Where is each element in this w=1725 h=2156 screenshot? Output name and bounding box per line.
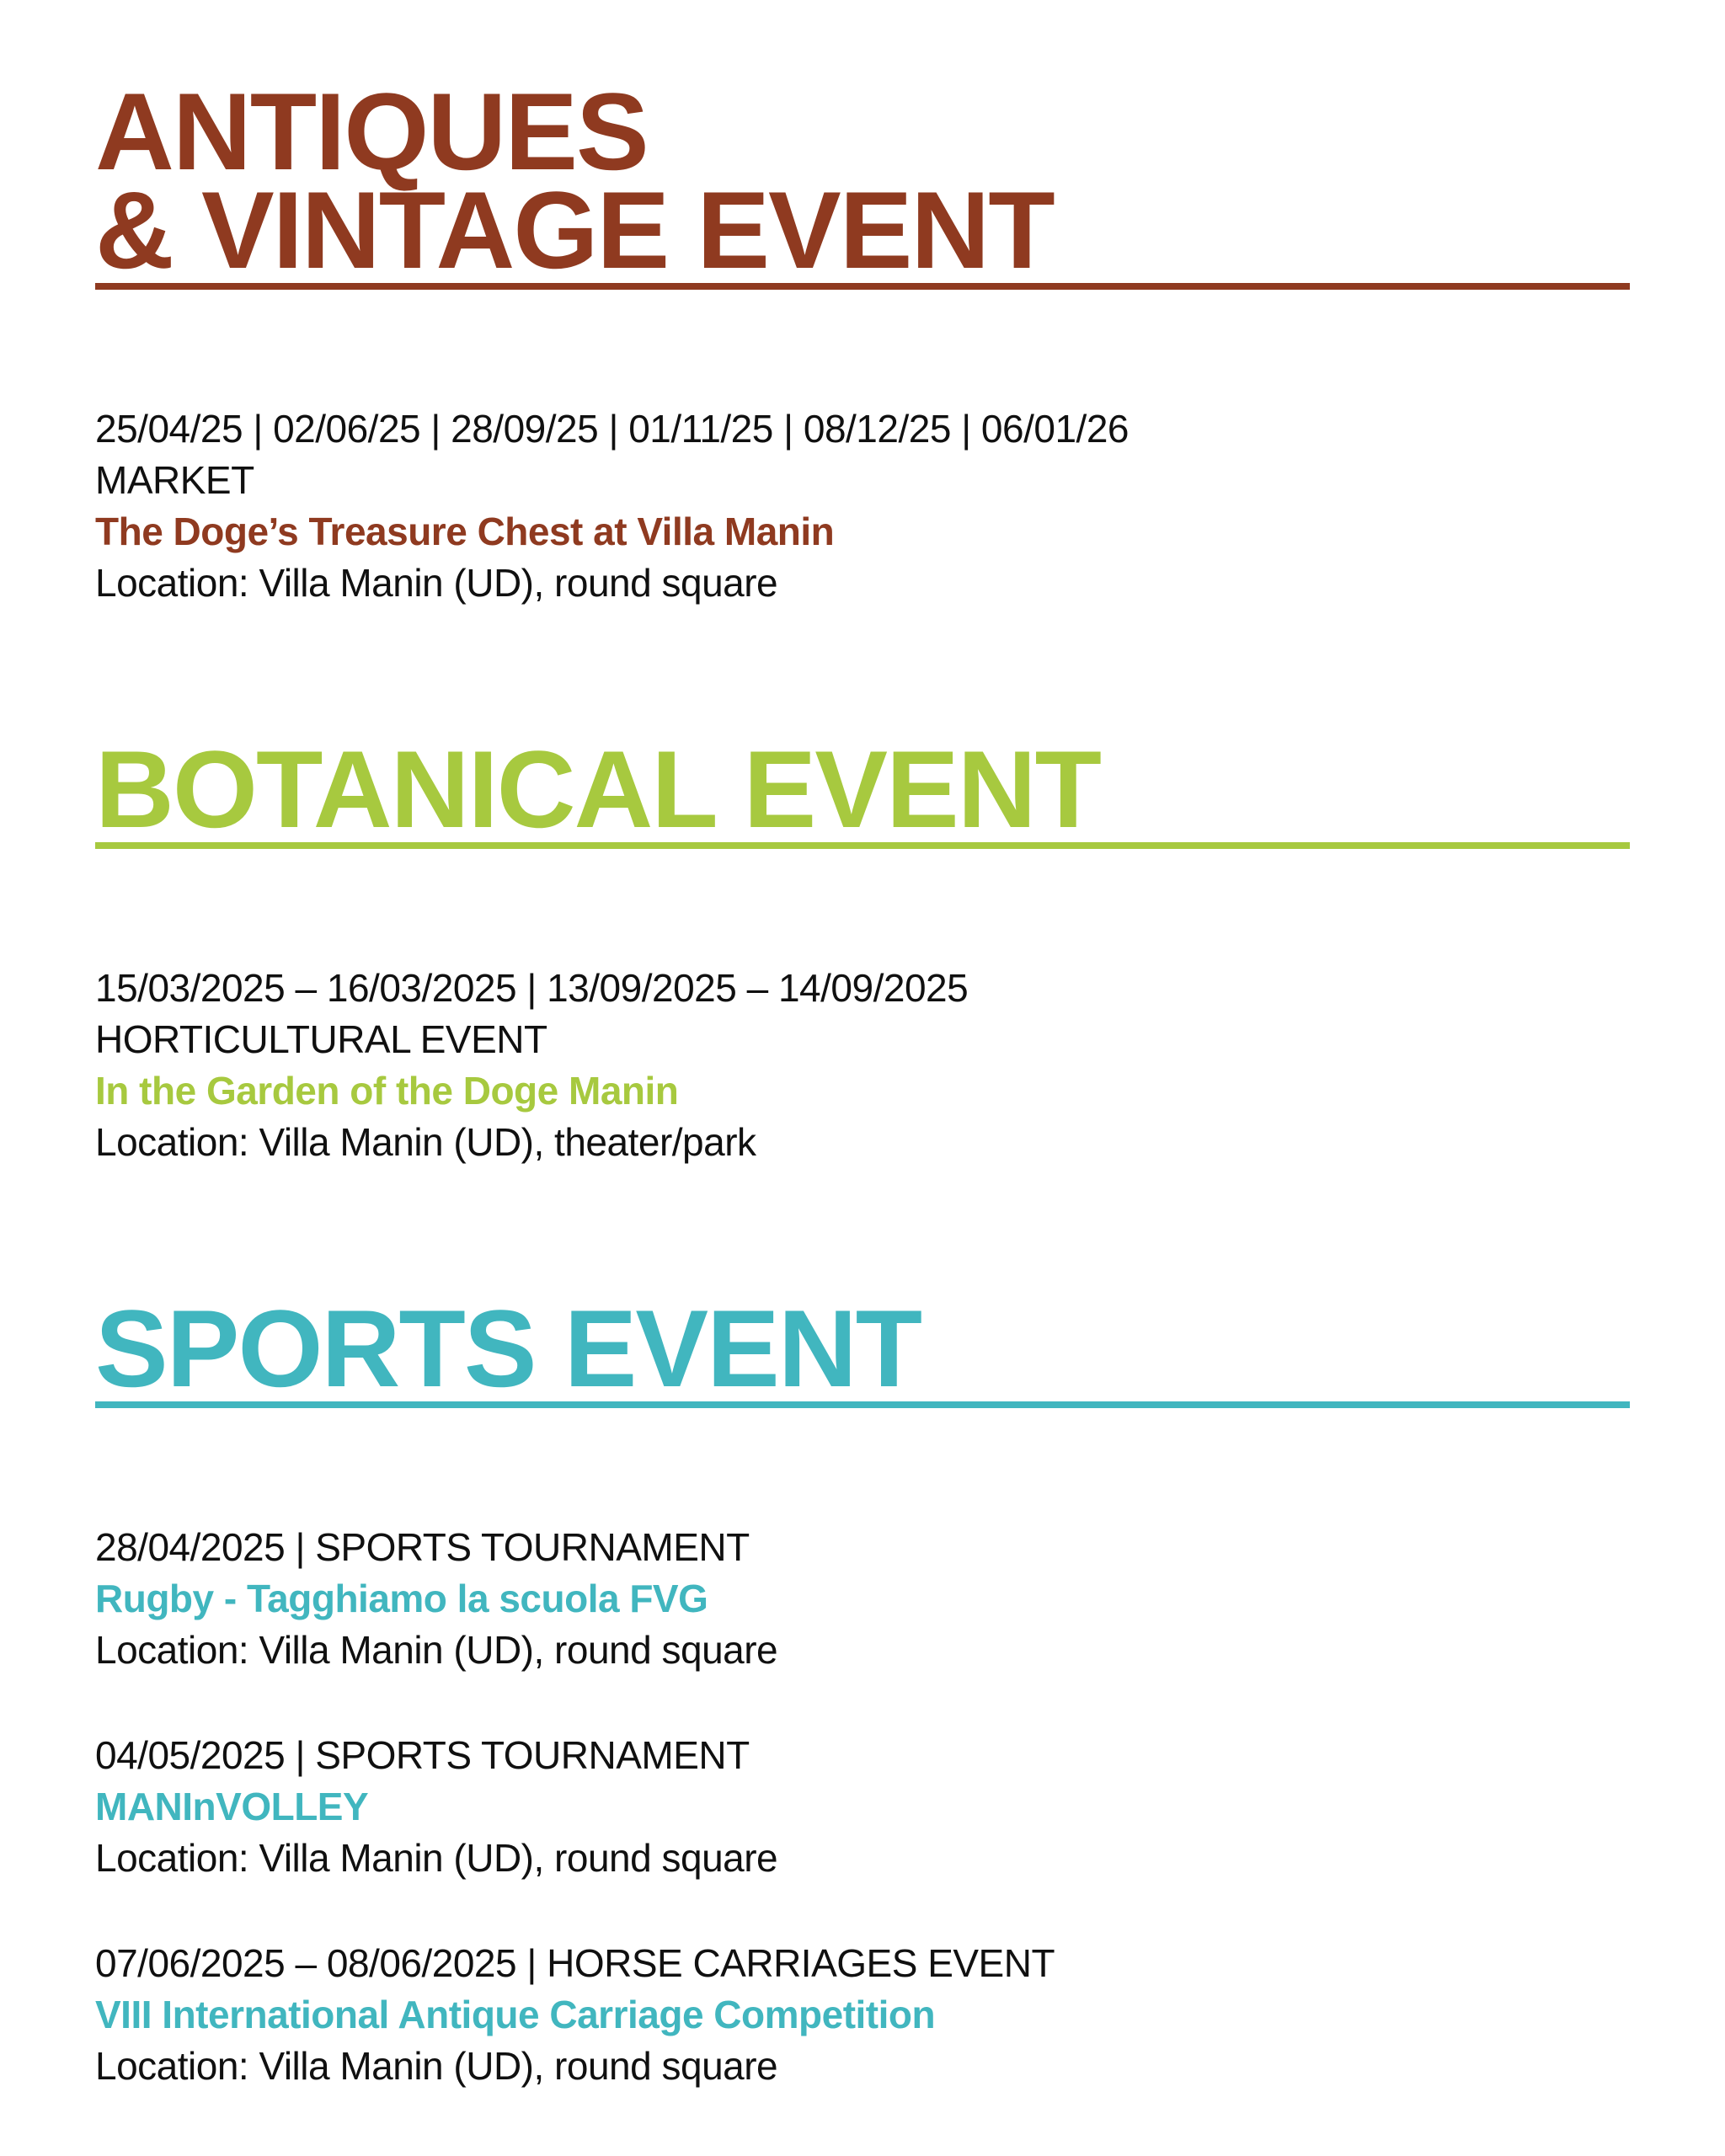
section-antiques-vintage — [95, 70, 1630, 609]
section-title-botanical — [95, 728, 1630, 851]
event-item — [95, 1730, 1630, 1884]
section-title-line: BOTANICAL EVENT — [95, 728, 1101, 851]
section-botanical — [95, 728, 1630, 1168]
event-dates: 28/04/2025 | SPORTS TOURNAMENT — [95, 1525, 750, 1569]
event-item — [95, 403, 1630, 609]
event-location: Location: Villa Manin (UD), round square — [95, 561, 778, 605]
event-item — [95, 1938, 1630, 2092]
event-type: MARKET — [95, 458, 254, 502]
event-item — [95, 1522, 1630, 1676]
event-location: Location: Villa Manin (UD), round square — [95, 1628, 778, 1672]
event-title: VIII International Antique Carriage Competition — [95, 1993, 936, 2036]
event-type: HORTICULTURAL EVENT — [95, 1017, 547, 1061]
event-location: Location: Villa Manin (UD), round square — [95, 2044, 778, 2088]
section-title-antiques — [95, 70, 1630, 291]
event-location: Location: Villa Manin (UD), theater/park — [95, 1120, 756, 1164]
event-title: Rugby - Tagghiamo la scuola FVG — [95, 1577, 708, 1620]
event-title: The Doge’s Treasure Chest at Villa Manin — [95, 510, 835, 553]
event-list — [95, 1522, 1630, 2092]
section-title-sports — [95, 1287, 1630, 1410]
section-title-line: ANTIQUES — [95, 70, 648, 193]
event-dates: 25/04/25 | 02/06/25 | 28/09/25 | 01/11/25 | 08/12/25 | 06/01/26 — [95, 407, 1129, 451]
event-list — [95, 403, 1630, 609]
event-item — [95, 963, 1630, 1168]
event-location: Location: Villa Manin (UD), round square — [95, 1836, 778, 1880]
event-dates: 15/03/2025 – 16/03/2025 | 13/09/2025 – 14/09/2025 — [95, 966, 969, 1010]
event-title: In the Garden of the Doge Manin — [95, 1069, 679, 1113]
event-list — [95, 963, 1630, 1168]
event-dates: 07/06/2025 – 08/06/2025 | HORSE CARRIAGES EVENT — [95, 1941, 1055, 1985]
section-title-line: SPORTS EVENT — [95, 1287, 921, 1410]
section-sports — [95, 1287, 1630, 2092]
event-title: MANInVOLLEY — [95, 1785, 369, 1828]
event-dates: 04/05/2025 | SPORTS TOURNAMENT — [95, 1733, 750, 1777]
section-title-line: & VINTAGE EVENT — [95, 168, 1054, 291]
